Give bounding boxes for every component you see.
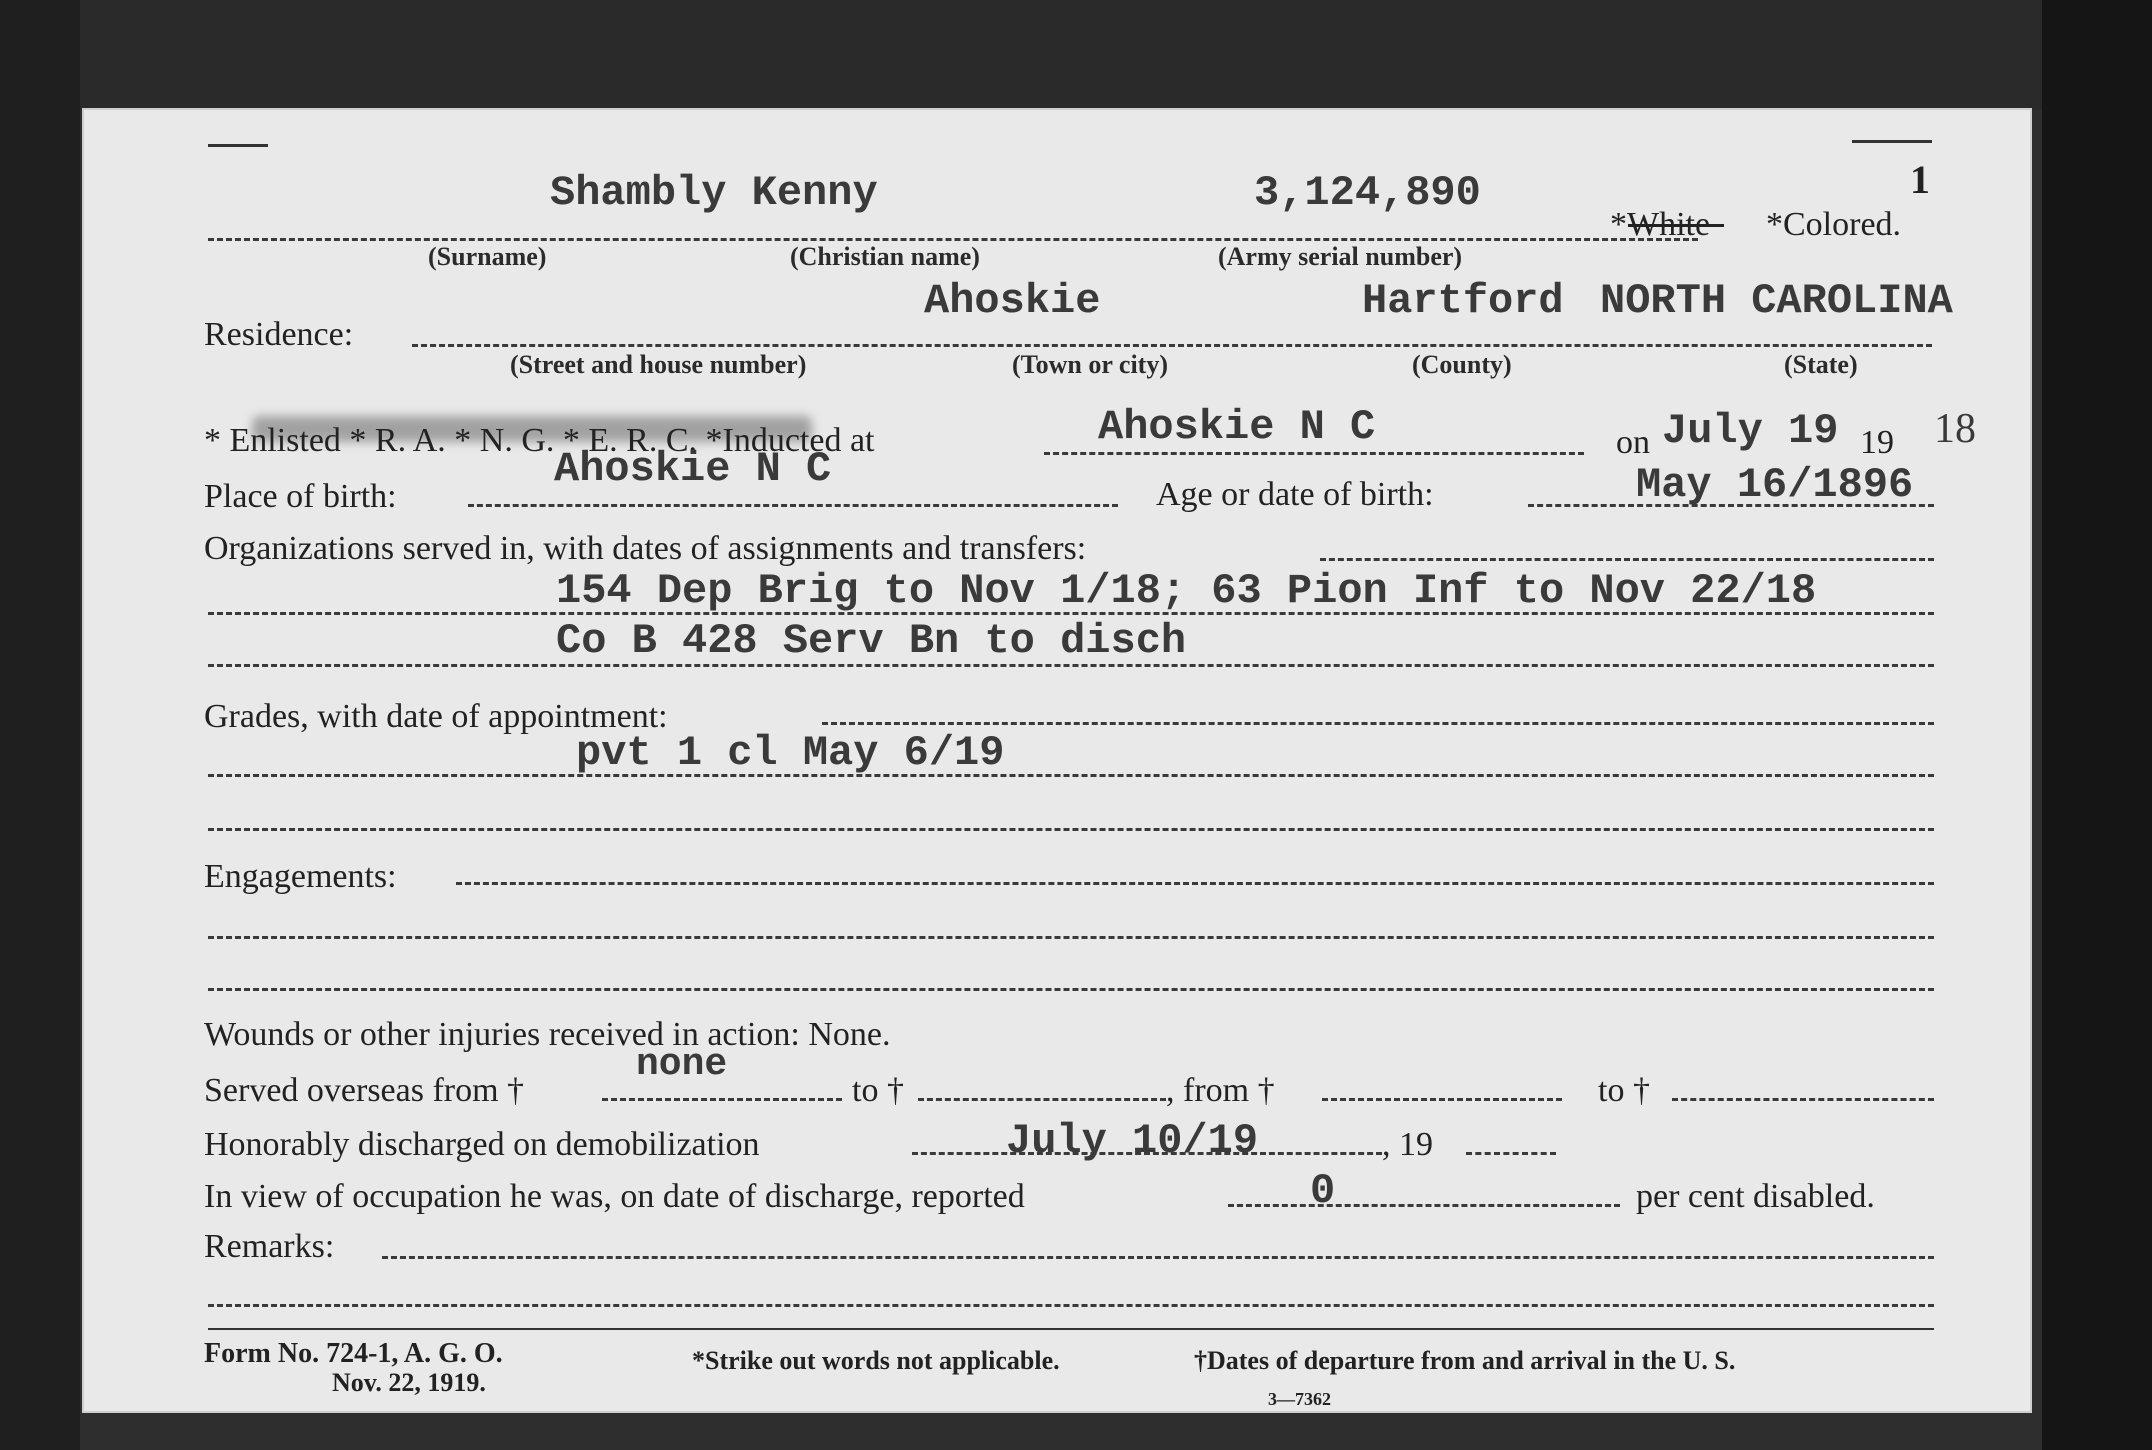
enlistment-prefix-label: * Enlisted * R. A. * N. G. * E. R. C. *Inducted at <box>204 422 875 459</box>
grades-line-2 <box>208 828 1934 831</box>
disability-line <box>1228 1204 1620 1207</box>
residence-state-value: NORTH CAROLINA <box>1600 277 1953 325</box>
age-value: May 16/1896 <box>1636 461 1914 509</box>
induction-year-value: 18 <box>1934 406 1976 452</box>
discharge-line <box>912 1152 1382 1155</box>
state-caption: (State) <box>1784 350 1858 379</box>
on-label: on <box>1616 424 1650 461</box>
age-label: Age or date of birth: <box>1156 476 1434 513</box>
overseas-label: Served overseas from † <box>204 1072 525 1109</box>
serial-caption: (Army serial number) <box>1218 242 1463 271</box>
place-of-birth-line <box>468 504 1118 507</box>
print-code: 3—7362 <box>1268 1389 1331 1409</box>
name-value: Shambly Kenny <box>550 169 878 217</box>
engagements-line-1 <box>208 936 1934 939</box>
organizations-entry-1: 154 Dep Brig to Nov 1/18; 63 Pion Inf to Nov 22/18 <box>556 567 1817 615</box>
overseas-from2-line <box>1322 1098 1562 1101</box>
form-date: Nov. 22, 1919. <box>332 1368 486 1397</box>
card-number: 1 <box>1910 157 1930 202</box>
residence-town-value: Ahoskie <box>924 277 1101 325</box>
scan-background-left <box>0 0 80 1450</box>
name-line <box>208 238 1698 241</box>
overseas-from2-label: , from † <box>1166 1072 1275 1109</box>
dates-note: †Dates of departure from and arrival in the U. S. <box>1194 1346 1736 1375</box>
engagements-line-0 <box>456 882 1934 885</box>
grades-line-1 <box>208 774 1934 777</box>
age-line <box>1528 504 1934 507</box>
remarks-line-1 <box>208 1304 1934 1307</box>
overseas-to2-line <box>1672 1098 1934 1101</box>
inducted-at-value: Ahoskie N C <box>1098 403 1376 451</box>
scan-background-top <box>0 0 2152 110</box>
discharge-date-value: July 10/19 <box>1006 1117 1259 1165</box>
engagements-line-2 <box>208 988 1934 991</box>
overseas-from-value: none <box>636 1043 728 1086</box>
service-record-card <box>82 108 2032 1413</box>
remarks-label: Remarks: <box>204 1228 335 1265</box>
disability-value: 0 <box>1310 1167 1336 1215</box>
overseas-to-line <box>918 1098 1166 1101</box>
footer-rule <box>208 1328 1934 1330</box>
year-prefix: 19 <box>1860 424 1894 461</box>
grades-value: pvt 1 cl May 6/19 <box>576 729 1005 777</box>
residence-county-value: Hartford <box>1362 277 1564 325</box>
organizations-line-0 <box>1320 558 1934 561</box>
street-caption: (Street and house number) <box>510 350 807 379</box>
grades-line-0 <box>822 722 1934 725</box>
inducted-line <box>1044 452 1584 455</box>
disability-label: In view of occupation he was, on date of discharge, reported <box>204 1178 1025 1215</box>
place-of-birth-value: Ahoskie N C <box>554 445 832 493</box>
strike-out-note: *Strike out words not applicable. <box>692 1346 1060 1375</box>
race-colored-label: *Colored. <box>1766 206 1902 243</box>
disability-suffix: per cent disabled. <box>1636 1178 1875 1215</box>
county-caption: (County) <box>1412 350 1512 379</box>
form-number: Form No. 724-1, A. G. O. <box>204 1338 503 1369</box>
overseas-to-label: to † <box>852 1072 904 1109</box>
organizations-line-2 <box>208 664 1934 667</box>
organizations-label: Organizations served in, with dates of assignments and transfers: <box>204 530 1087 567</box>
christian-name-caption: (Christian name) <box>790 242 980 271</box>
engagements-label: Engagements: <box>204 858 397 895</box>
scan-background-right <box>2042 0 2152 1450</box>
surname-caption: (Surname) <box>428 242 547 271</box>
remarks-line-0 <box>382 1256 1934 1259</box>
discharge-year-label: , 19 <box>1382 1126 1433 1163</box>
race-white-strikeout <box>1628 224 1724 227</box>
place-of-birth-label: Place of birth: <box>204 478 397 515</box>
discharge-year-line <box>1466 1152 1556 1155</box>
serial-number-value: 3,124,890 <box>1254 169 1481 217</box>
residence-label: Residence: <box>204 316 354 353</box>
town-caption: (Town or city) <box>1012 350 1168 379</box>
induction-date-value: July 19 <box>1662 407 1839 455</box>
discharge-label: Honorably discharged on demobilization <box>204 1126 760 1163</box>
top-right-rule <box>1852 140 1932 143</box>
race-white-label: *White <box>1610 206 1711 243</box>
top-left-rule <box>208 144 268 147</box>
residence-line <box>412 344 1932 347</box>
wounds-text: Wounds or other injuries received in action: None. <box>204 1016 891 1053</box>
overseas-to2-label: to † <box>1598 1072 1650 1109</box>
organizations-line-1 <box>208 612 1934 615</box>
overseas-from-line <box>602 1098 842 1101</box>
grades-label: Grades, with date of appointment: <box>204 698 668 735</box>
organizations-entry-2: Co B 428 Serv Bn to disch <box>556 617 1187 665</box>
